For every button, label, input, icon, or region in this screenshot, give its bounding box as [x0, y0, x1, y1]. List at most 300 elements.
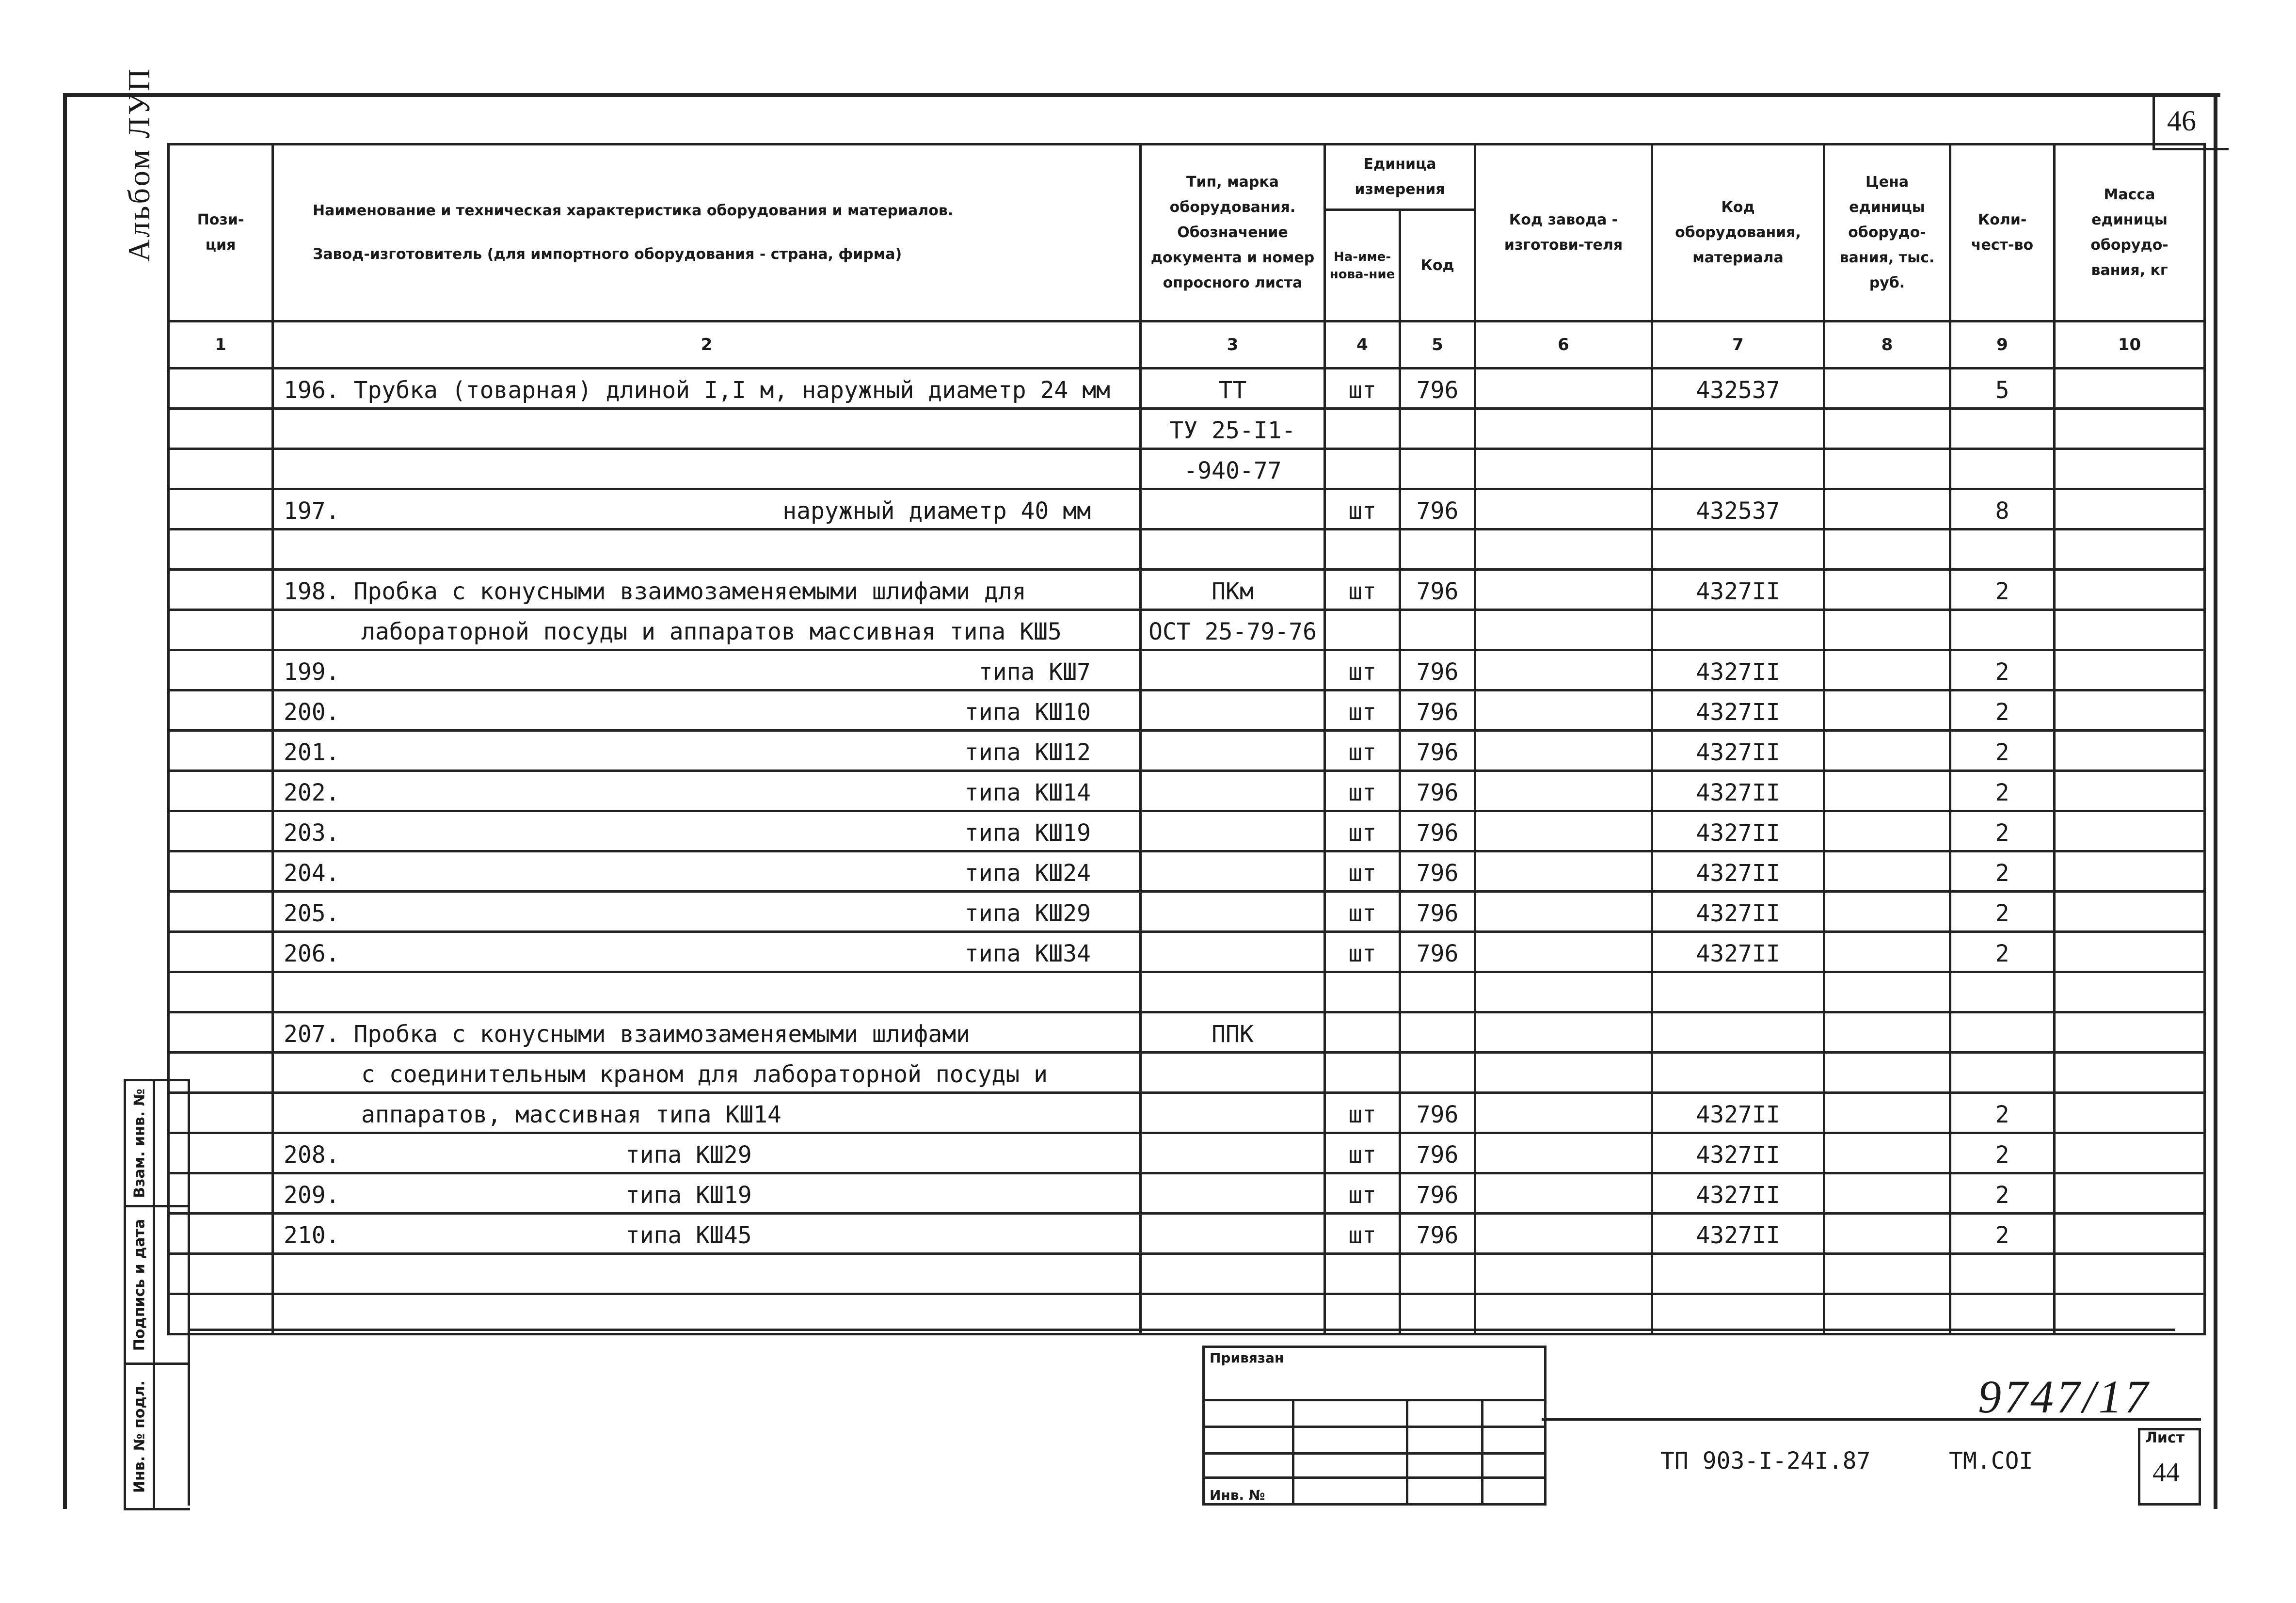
- cell-unit-name: шт: [1325, 1173, 1400, 1214]
- cell-unit-name: [1325, 529, 1400, 570]
- header-quantity: Коли-чест-во: [1950, 144, 2055, 321]
- cell-name: [273, 1053, 1141, 1093]
- cell-material-code: 432537: [1652, 369, 1824, 409]
- header-unit-name: На-име-нова-ние: [1325, 210, 1400, 321]
- cell-mass: [2055, 731, 2205, 771]
- cell-type: ТУ 25-I1-: [1141, 409, 1325, 449]
- frame-right-border: [2214, 93, 2217, 1509]
- header-unit-code: Код: [1400, 210, 1475, 321]
- cell-factory-code: [1475, 1254, 1652, 1294]
- item-name: 200.: [284, 699, 340, 726]
- table-row: [169, 892, 2205, 932]
- cell-mass: [2055, 1254, 2205, 1294]
- header-unit: Единица измерения: [1325, 144, 1475, 210]
- item-name: 206.: [284, 940, 340, 967]
- cell-name: [273, 731, 1141, 771]
- cell-mass: [2055, 972, 2205, 1012]
- cell-unit-name: шт: [1325, 811, 1400, 851]
- cell-name: [273, 570, 1141, 610]
- side-strip: [126, 1207, 155, 1363]
- cell-position: [169, 972, 273, 1012]
- cell-quantity: 2: [1950, 851, 2055, 892]
- stamp-footer: Инв. №: [1210, 1487, 1265, 1503]
- cell-position: [169, 690, 273, 731]
- item-variant: типа КШ34: [964, 940, 1091, 967]
- cell-material-code: 4327II: [1652, 811, 1824, 851]
- column-number: 1: [169, 321, 273, 369]
- cell-position: [169, 529, 273, 570]
- cell-unit-code: 796: [1400, 369, 1475, 409]
- cell-unit-name: шт: [1325, 892, 1400, 932]
- cell-type: [1141, 1173, 1325, 1214]
- cell-name: [273, 449, 1141, 489]
- cell-mass: [2055, 690, 2205, 731]
- table-row: [169, 690, 2205, 731]
- cell-quantity: [1950, 1012, 2055, 1053]
- table-body: [169, 369, 2205, 1334]
- cell-factory-code: [1475, 610, 1652, 650]
- item-name: 207. Пробка с конусными взаимозаменяемыми шлифами: [284, 1021, 971, 1048]
- cell-unit-code: 796: [1400, 771, 1475, 811]
- cell-unit-code: [1400, 1254, 1475, 1294]
- header-row: [169, 144, 2205, 210]
- document-code-suffix: ТМ.СОI: [1949, 1447, 2033, 1475]
- cell-quantity: 2: [1950, 892, 2055, 932]
- cell-mass: [2055, 489, 2205, 529]
- cell-unit-name: шт: [1325, 369, 1400, 409]
- cell-position: [169, 932, 273, 972]
- cell-factory-code: [1475, 892, 1652, 932]
- cell-quantity: [1950, 1254, 2055, 1294]
- title-block-top-line: [188, 1329, 2175, 1331]
- cell-unit-code: 796: [1400, 1093, 1475, 1133]
- cell-material-code: [1652, 1053, 1824, 1093]
- column-number: 3: [1141, 321, 1325, 369]
- cell-material-code: 4327II: [1652, 1214, 1824, 1254]
- cell-material-code: 4327II: [1652, 771, 1824, 811]
- cell-type: ОСТ 25-79-76: [1141, 610, 1325, 650]
- cell-quantity: [1950, 449, 2055, 489]
- cell-unit-code: [1400, 529, 1475, 570]
- cell-mass: [2055, 811, 2205, 851]
- cell-name: [273, 1093, 1141, 1133]
- table-row: [169, 529, 2205, 570]
- stamp-line: [1481, 1399, 1483, 1503]
- cell-material-code: 4327II: [1652, 570, 1824, 610]
- cell-unit-name: шт: [1325, 1214, 1400, 1254]
- table-row: [169, 1173, 2205, 1214]
- cell-name: [273, 369, 1141, 409]
- item-name: 202.: [284, 779, 340, 806]
- frame-left-border: [63, 93, 67, 1509]
- cell-unit-code: 796: [1400, 650, 1475, 690]
- cell-unit-code: 796: [1400, 1133, 1475, 1173]
- stamp-line: [1205, 1399, 1544, 1401]
- document-code: ТП 903-I-24I.87: [1660, 1447, 1871, 1475]
- column-number-row: [169, 321, 2205, 369]
- cell-factory-code: [1475, 1053, 1652, 1093]
- cell-quantity: 8: [1950, 489, 2055, 529]
- cell-unit-name: [1325, 610, 1400, 650]
- table-row: [169, 409, 2205, 449]
- cell-factory-code: [1475, 1214, 1652, 1254]
- table-row: [169, 1093, 2205, 1133]
- item-name: 204.: [284, 860, 340, 887]
- item-variant: типа КШ29: [964, 900, 1091, 927]
- cell-unit-name: [1325, 1012, 1400, 1053]
- cell-name: [273, 650, 1141, 690]
- stamp-line: [1205, 1426, 1544, 1428]
- cell-unit-code: 796: [1400, 731, 1475, 771]
- page-number: 46: [2167, 105, 2196, 137]
- cell-mass: [2055, 409, 2205, 449]
- cell-type: ТТ: [1141, 369, 1325, 409]
- cell-name: [273, 1012, 1141, 1053]
- cell-material-code: 4327II: [1652, 1133, 1824, 1173]
- cell-mass: [2055, 1214, 2205, 1254]
- cell-price: [1824, 1093, 1950, 1133]
- side-stamp: [124, 1079, 190, 1510]
- cell-unit-code: 796: [1400, 811, 1475, 851]
- cell-price: [1824, 650, 1950, 690]
- cell-name: [273, 811, 1141, 851]
- cell-material-code: 4327II: [1652, 1173, 1824, 1214]
- cell-unit-name: шт: [1325, 932, 1400, 972]
- cell-mass: [2055, 570, 2205, 610]
- cell-quantity: 2: [1950, 1093, 2055, 1133]
- column-number: 4: [1325, 321, 1400, 369]
- cell-unit-name: [1325, 1254, 1400, 1294]
- cell-unit-name: шт: [1325, 570, 1400, 610]
- cell-quantity: [1950, 1053, 2055, 1093]
- side-strip: [126, 1365, 155, 1508]
- item-variant: наружный диаметр 40 мм: [782, 497, 1091, 525]
- side-cell-signature: [126, 1207, 190, 1365]
- cell-quantity: [1950, 529, 2055, 570]
- cell-price: [1824, 1254, 1950, 1294]
- cell-position: [169, 892, 273, 932]
- cell-position: [169, 449, 273, 489]
- table-row: [169, 731, 2205, 771]
- cell-price: [1824, 731, 1950, 771]
- cell-factory-code: [1475, 489, 1652, 529]
- cell-position: [169, 771, 273, 811]
- cell-unit-name: шт: [1325, 1133, 1400, 1173]
- cell-mass: [2055, 1173, 2205, 1214]
- cell-price: [1824, 409, 1950, 449]
- item-variant: типа КШ19: [625, 1182, 752, 1209]
- cell-unit-name: [1325, 409, 1400, 449]
- cell-factory-code: [1475, 972, 1652, 1012]
- cell-position: [169, 369, 273, 409]
- cell-unit-code: 796: [1400, 489, 1475, 529]
- cell-unit-code: 796: [1400, 570, 1475, 610]
- cell-mass: [2055, 369, 2205, 409]
- item-variant: типа КШ19: [964, 819, 1091, 847]
- cell-material-code: 4327II: [1652, 650, 1824, 690]
- header-mass: Масса единицы оборудо-вания, кг: [2055, 144, 2205, 321]
- cell-price: [1824, 449, 1950, 489]
- cell-type: [1141, 690, 1325, 731]
- cell-position: [169, 851, 273, 892]
- cell-quantity: 2: [1950, 771, 2055, 811]
- cell-name: [273, 1133, 1141, 1173]
- cell-mass: [2055, 1012, 2205, 1053]
- signature: 9747/17: [1978, 1371, 2151, 1423]
- item-name: 203.: [284, 819, 340, 847]
- cell-price: [1824, 369, 1950, 409]
- cell-unit-code: [1400, 610, 1475, 650]
- header-type: Тип, марка оборудования. Обозначение документа и номер опросного листа: [1141, 144, 1325, 321]
- cell-type: ПКм: [1141, 570, 1325, 610]
- cell-mass: [2055, 851, 2205, 892]
- cell-name: [273, 771, 1141, 811]
- cell-price: [1824, 1214, 1950, 1254]
- table-row: [169, 932, 2205, 972]
- table-row: [169, 1053, 2205, 1093]
- cell-type: [1141, 771, 1325, 811]
- sheet-label: Лист: [2145, 1429, 2185, 1446]
- cell-price: [1824, 1133, 1950, 1173]
- cell-factory-code: [1475, 409, 1652, 449]
- cell-unit-code: 796: [1400, 1214, 1475, 1254]
- cell-factory-code: [1475, 731, 1652, 771]
- cell-unit-name: шт: [1325, 851, 1400, 892]
- table-row: [169, 1012, 2205, 1053]
- cell-material-code: [1652, 1012, 1824, 1053]
- cell-material-code: [1652, 972, 1824, 1012]
- table-row: [169, 1133, 2205, 1173]
- cell-price: [1824, 1053, 1950, 1093]
- cell-name: [273, 1214, 1141, 1254]
- cell-mass: [2055, 449, 2205, 489]
- cell-price: [1824, 932, 1950, 972]
- cell-name: [273, 610, 1141, 650]
- item-variant: типа КШ14: [964, 779, 1091, 806]
- cell-unit-name: шт: [1325, 731, 1400, 771]
- cell-type: [1141, 1133, 1325, 1173]
- column-number: 10: [2055, 321, 2205, 369]
- cell-unit-name: шт: [1325, 771, 1400, 811]
- cell-factory-code: [1475, 811, 1652, 851]
- cell-factory-code: [1475, 1093, 1652, 1133]
- table-row: [169, 369, 2205, 409]
- stamp-line: [1406, 1399, 1408, 1503]
- column-number: 2: [273, 321, 1141, 369]
- cell-type: [1141, 1214, 1325, 1254]
- cell-unit-name: шт: [1325, 650, 1400, 690]
- cell-unit-code: [1400, 1053, 1475, 1093]
- item-variant: типа КШ12: [964, 739, 1091, 766]
- cell-type: -940-77: [1141, 449, 1325, 489]
- column-number: 6: [1475, 321, 1652, 369]
- cell-factory-code: [1475, 851, 1652, 892]
- cell-type: [1141, 972, 1325, 1012]
- cell-price: [1824, 610, 1950, 650]
- cell-mass: [2055, 771, 2205, 811]
- cell-position: [169, 409, 273, 449]
- cell-unit-code: 796: [1400, 932, 1475, 972]
- cell-quantity: 2: [1950, 1214, 2055, 1254]
- stamp-line: [1205, 1452, 1544, 1455]
- side-cell-replacement: [126, 1081, 190, 1207]
- header-factory-code: Код завода - изготови-теля: [1475, 144, 1652, 321]
- binding-stamp: [1202, 1346, 1547, 1506]
- item-variant: типа КШ29: [625, 1141, 752, 1169]
- cell-type: [1141, 529, 1325, 570]
- cell-price: [1824, 570, 1950, 610]
- cell-name: [273, 972, 1141, 1012]
- cell-quantity: [1950, 409, 2055, 449]
- side-label-replacement: Взам. инв. №: [131, 1088, 148, 1198]
- cell-position: [169, 650, 273, 690]
- cell-name: [273, 1173, 1141, 1214]
- cell-factory-code: [1475, 570, 1652, 610]
- cell-quantity: 5: [1950, 369, 2055, 409]
- item-name: аппаратов, массивная типа КШ14: [361, 1101, 781, 1128]
- cell-name: [273, 529, 1141, 570]
- cell-name: [273, 851, 1141, 892]
- stamp-line: [1205, 1476, 1544, 1479]
- cell-price: [1824, 771, 1950, 811]
- cell-unit-code: [1400, 449, 1475, 489]
- cell-factory-code: [1475, 529, 1652, 570]
- cell-name: [273, 932, 1141, 972]
- cell-unit-name: [1325, 972, 1400, 1012]
- cell-quantity: 2: [1950, 811, 2055, 851]
- cell-factory-code: [1475, 650, 1652, 690]
- specification-table: [167, 143, 2206, 1335]
- album-label: Альбом ЛУП: [122, 66, 156, 262]
- cell-material-code: [1652, 529, 1824, 570]
- table-row: [169, 449, 2205, 489]
- stamp-line: [1292, 1399, 1294, 1503]
- item-variant: типа КШ10: [964, 699, 1091, 726]
- cell-material-code: 4327II: [1652, 731, 1824, 771]
- cell-factory-code: [1475, 1173, 1652, 1214]
- item-name: 197.: [284, 497, 340, 525]
- cell-quantity: 2: [1950, 650, 2055, 690]
- table-row: [169, 650, 2205, 690]
- cell-quantity: [1950, 610, 2055, 650]
- cell-material-code: [1652, 409, 1824, 449]
- table-row: [169, 811, 2205, 851]
- table-row: [169, 1254, 2205, 1294]
- cell-type: [1141, 489, 1325, 529]
- item-name: 205.: [284, 900, 340, 927]
- side-label-original: Инв. № подл.: [131, 1380, 148, 1493]
- sheet-number: 44: [2152, 1458, 2180, 1488]
- cell-factory-code: [1475, 771, 1652, 811]
- cell-mass: [2055, 610, 2205, 650]
- cell-material-code: 4327II: [1652, 1093, 1824, 1133]
- cell-price: [1824, 811, 1950, 851]
- cell-position: [169, 1012, 273, 1053]
- cell-material-code: [1652, 1254, 1824, 1294]
- cell-factory-code: [1475, 690, 1652, 731]
- cell-type: [1141, 1093, 1325, 1133]
- cell-position: [169, 570, 273, 610]
- cell-position: [169, 610, 273, 650]
- cell-type: [1141, 1254, 1325, 1294]
- cell-unit-name: шт: [1325, 690, 1400, 731]
- cell-type: [1141, 731, 1325, 771]
- cell-unit-code: [1400, 972, 1475, 1012]
- frame-top-border: [63, 93, 2220, 97]
- cell-unit-name: шт: [1325, 489, 1400, 529]
- cell-material-code: 4327II: [1652, 690, 1824, 731]
- cell-position: [169, 811, 273, 851]
- item-name: 208.: [284, 1141, 340, 1169]
- cell-unit-name: [1325, 1053, 1400, 1093]
- cell-mass: [2055, 650, 2205, 690]
- cell-type: [1141, 811, 1325, 851]
- cell-quantity: 2: [1950, 932, 2055, 972]
- item-name: 199.: [284, 658, 340, 686]
- cell-unit-code: 796: [1400, 851, 1475, 892]
- cell-material-code: 4327II: [1652, 892, 1824, 932]
- cell-unit-code: [1400, 409, 1475, 449]
- cell-mass: [2055, 892, 2205, 932]
- item-name: лабораторной посуды и аппаратов массивная типа КШ5: [361, 618, 1062, 645]
- item-name: 209.: [284, 1182, 340, 1209]
- cell-mass: [2055, 1053, 2205, 1093]
- cell-name: [273, 489, 1141, 529]
- column-number: 8: [1824, 321, 1950, 369]
- cell-price: [1824, 529, 1950, 570]
- cell-unit-code: [1400, 1012, 1475, 1053]
- cell-unit-code: 796: [1400, 690, 1475, 731]
- cell-mass: [2055, 932, 2205, 972]
- item-name: 198. Пробка с конусными взаимозаменяемыми шлифами для: [284, 578, 1026, 605]
- item-name: 201.: [284, 739, 340, 766]
- table-row: [169, 489, 2205, 529]
- table-row: [169, 851, 2205, 892]
- cell-type: [1141, 650, 1325, 690]
- table-row: [169, 771, 2205, 811]
- cell-factory-code: [1475, 932, 1652, 972]
- cell-unit-name: шт: [1325, 1093, 1400, 1133]
- cell-price: [1824, 690, 1950, 731]
- item-name: 196. Трубка (товарная) длиной I,I м, наружный диаметр 24 мм: [284, 377, 1111, 404]
- cell-name: [273, 690, 1141, 731]
- cell-material-code: [1652, 449, 1824, 489]
- cell-price: [1824, 1173, 1950, 1214]
- table-row: [169, 570, 2205, 610]
- header-position: Пози- ция: [169, 144, 273, 321]
- cell-quantity: 2: [1950, 690, 2055, 731]
- cell-position: [169, 731, 273, 771]
- cell-price: [1824, 972, 1950, 1012]
- column-number: 5: [1400, 321, 1475, 369]
- item-variant: типа КШ24: [964, 860, 1091, 887]
- table-row: [169, 610, 2205, 650]
- column-number: 7: [1652, 321, 1824, 369]
- cell-name: [273, 892, 1141, 932]
- header-price: Цена единицы оборудо-вания, тыс. руб.: [1824, 144, 1950, 321]
- cell-type: [1141, 932, 1325, 972]
- cell-factory-code: [1475, 1133, 1652, 1173]
- cell-name: [273, 1254, 1141, 1294]
- header-name: Наименование и техническая характеристика оборудования и материалов. Завод-изготовитель (для импортного оборудования - страна, фирма): [273, 144, 1141, 321]
- cell-price: [1824, 851, 1950, 892]
- cell-price: [1824, 892, 1950, 932]
- table-row: [169, 1214, 2205, 1254]
- cell-mass: [2055, 1133, 2205, 1173]
- cell-type: [1141, 892, 1325, 932]
- cell-position: [169, 489, 273, 529]
- stamp-title: Привязан: [1210, 1350, 1284, 1366]
